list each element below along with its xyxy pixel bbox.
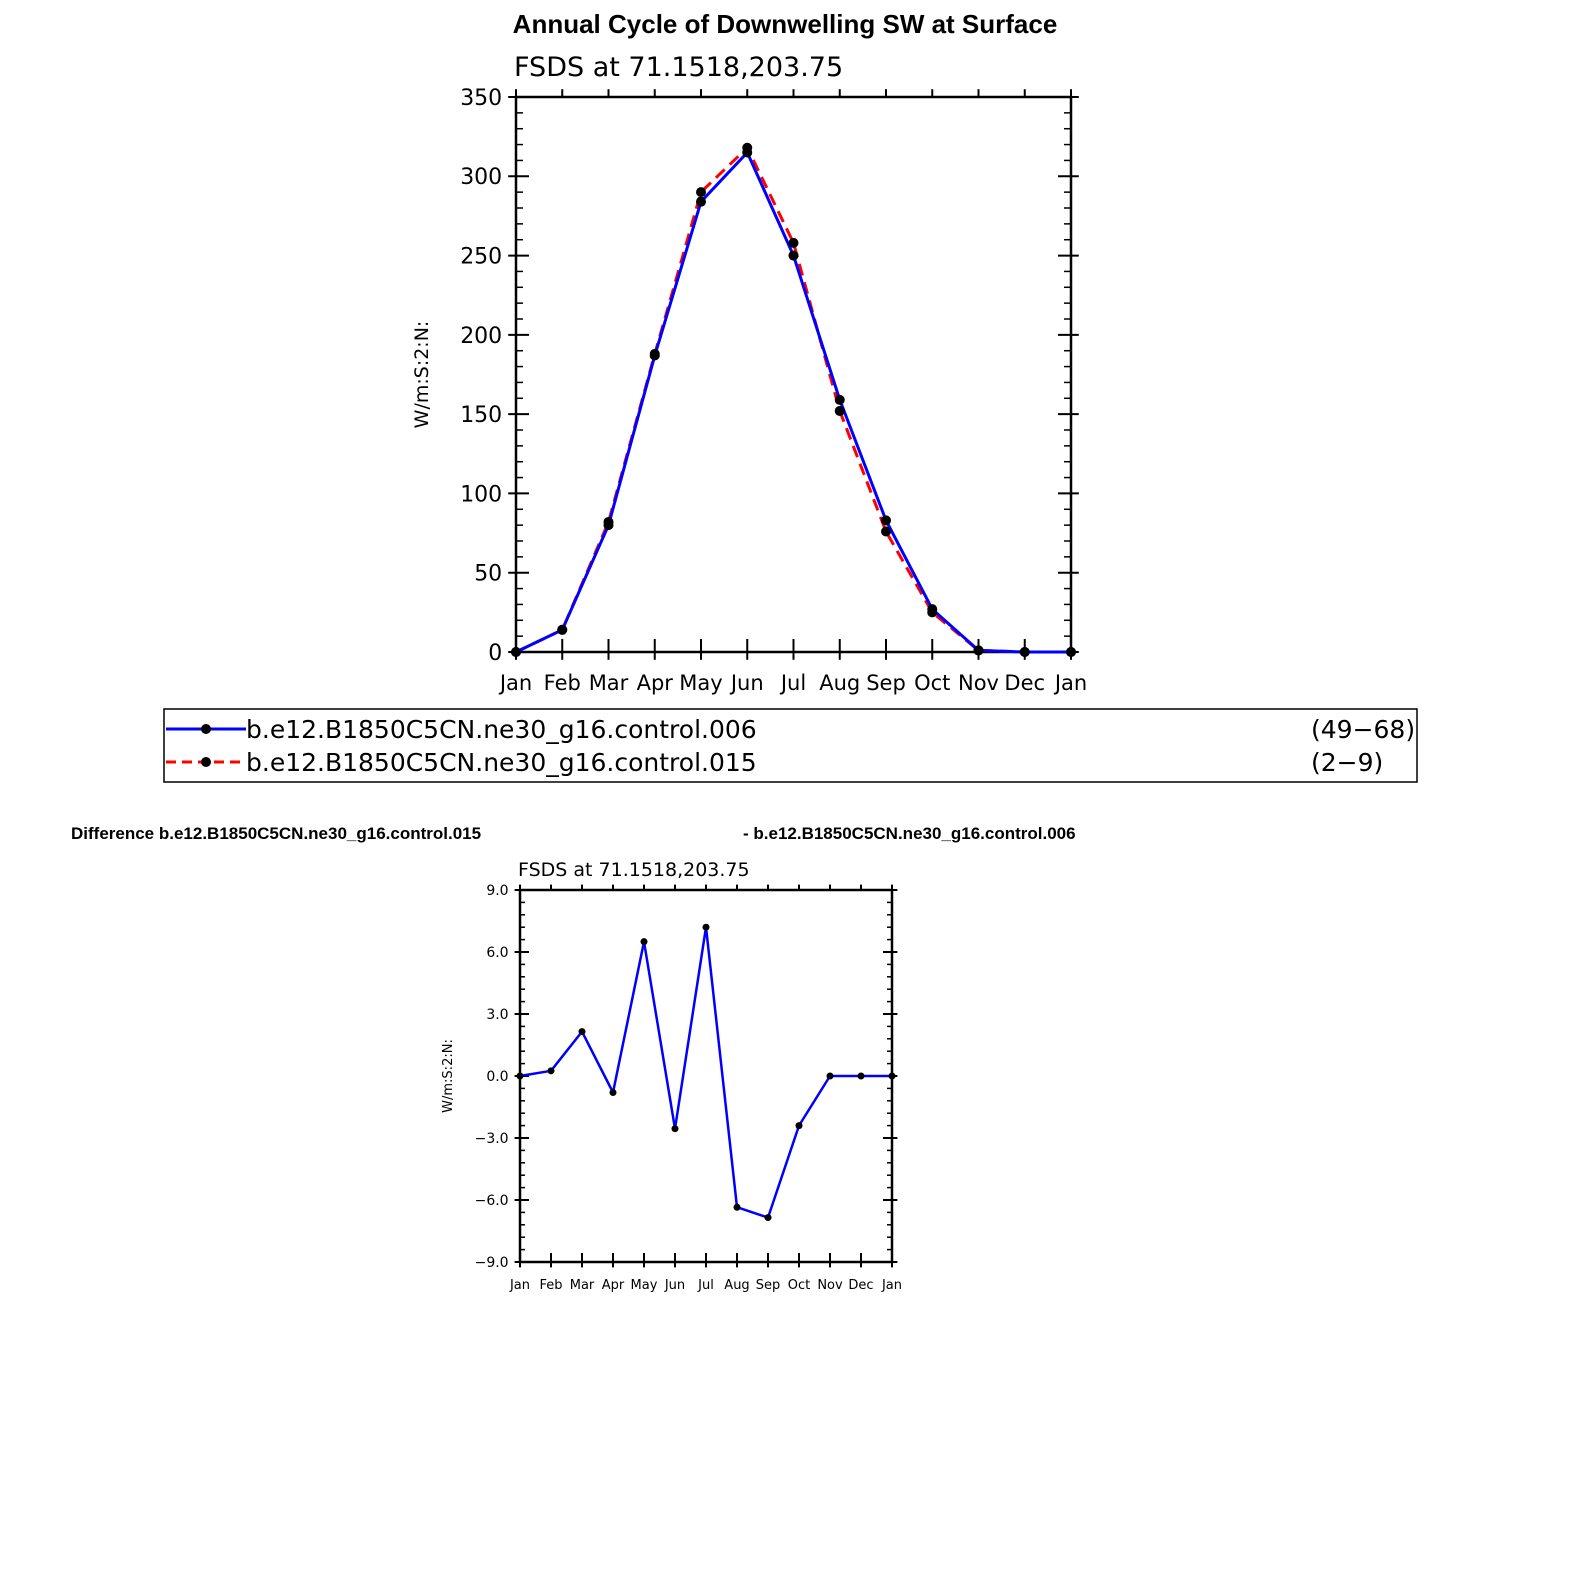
x-tick-label: Feb bbox=[543, 671, 581, 695]
y-tick-label: 150 bbox=[460, 403, 503, 429]
plot-frame bbox=[516, 97, 1071, 652]
y-tick-label: 250 bbox=[460, 244, 503, 270]
data-point bbox=[789, 238, 799, 248]
data-point bbox=[696, 197, 706, 207]
data-point bbox=[557, 625, 567, 635]
x-tick-label: Dec bbox=[1004, 671, 1046, 695]
data-point bbox=[696, 187, 706, 197]
y-tick-label: 6.0 bbox=[486, 945, 509, 962]
y-tick-label: 50 bbox=[474, 561, 503, 587]
x-tick-label: Apr bbox=[601, 1278, 625, 1293]
x-tick-label: Nov bbox=[958, 671, 999, 695]
x-tick-label: Jun bbox=[664, 1278, 686, 1293]
x-tick-label: May bbox=[679, 671, 723, 695]
data-point bbox=[881, 526, 891, 536]
x-tick-label: Sep bbox=[755, 1278, 781, 1293]
data-point bbox=[1066, 647, 1076, 657]
y-axis-label: W/m:S:2:N: bbox=[441, 1039, 456, 1113]
x-tick-label: Jan bbox=[509, 1278, 531, 1293]
diff-title-left: Difference b.e12.B1850C5CN.ne30_g16.control.015 bbox=[71, 824, 482, 843]
data-point bbox=[610, 1089, 617, 1096]
legend-range-015: (2−9) bbox=[1311, 748, 1384, 777]
data-point bbox=[1020, 647, 1030, 657]
x-tick-label: Jan bbox=[881, 1278, 903, 1293]
y-tick-label: 300 bbox=[460, 165, 503, 191]
x-tick-label: Dec bbox=[848, 1278, 874, 1293]
data-point bbox=[789, 251, 799, 261]
legend-label-015: b.e12.B1850C5CN.ne30_g16.control.015 bbox=[246, 748, 757, 777]
x-tick-label: Oct bbox=[914, 671, 951, 695]
data-point bbox=[703, 924, 710, 931]
data-point bbox=[835, 395, 845, 405]
y-tick-label: 9.0 bbox=[486, 883, 509, 900]
series-line bbox=[516, 148, 1071, 652]
legend-label-006: b.e12.B1850C5CN.ne30_g16.control.006 bbox=[246, 715, 757, 744]
data-point bbox=[650, 349, 660, 359]
data-point bbox=[734, 1204, 741, 1211]
data-point bbox=[974, 645, 984, 655]
y-tick-label: 200 bbox=[460, 323, 503, 349]
diff-title-right: - b.e12.B1850C5CN.ne30_g16.control.006 bbox=[743, 824, 1076, 843]
data-point bbox=[835, 406, 845, 416]
y-tick-label: 0.0 bbox=[486, 1069, 509, 1086]
x-tick-label: Jun bbox=[730, 671, 764, 695]
x-tick-label: Nov bbox=[817, 1278, 843, 1293]
x-tick-label: Feb bbox=[539, 1278, 563, 1293]
data-point bbox=[858, 1073, 865, 1080]
y-axis-label: W/m:S:2:N: bbox=[411, 320, 433, 429]
series-line bbox=[516, 153, 1071, 653]
data-point bbox=[517, 1073, 524, 1080]
data-point bbox=[641, 938, 648, 945]
data-point bbox=[827, 1073, 834, 1080]
x-tick-label: Oct bbox=[787, 1278, 811, 1293]
plot-subtitle: FSDS at 71.1518,203.75 bbox=[518, 859, 750, 881]
annual-cycle-plot bbox=[411, 52, 1087, 695]
x-tick-label: Aug bbox=[819, 671, 861, 695]
plot-subtitle: FSDS at 71.1518,203.75 bbox=[514, 52, 844, 83]
x-tick-label: Jul bbox=[780, 671, 807, 695]
x-tick-label: Aug bbox=[724, 1278, 750, 1293]
x-tick-label: Mar bbox=[588, 671, 629, 695]
y-tick-label: −3.0 bbox=[474, 1131, 509, 1148]
x-tick-label: Jan bbox=[499, 671, 533, 695]
x-tick-label: Apr bbox=[636, 671, 673, 695]
data-point bbox=[511, 647, 521, 657]
data-point bbox=[927, 607, 937, 617]
x-tick-label: Jul bbox=[698, 1278, 714, 1293]
data-point bbox=[548, 1067, 555, 1074]
legend-marker-015 bbox=[201, 757, 211, 767]
y-tick-label: −6.0 bbox=[474, 1193, 509, 1210]
main-title: Annual Cycle of Downwelling SW at Surface bbox=[512, 9, 1058, 39]
data-point bbox=[881, 515, 891, 525]
data-point bbox=[672, 1125, 679, 1132]
x-tick-label: May bbox=[630, 1278, 658, 1293]
data-point bbox=[742, 143, 752, 153]
y-tick-label: −9.0 bbox=[474, 1255, 509, 1272]
y-tick-label: 3.0 bbox=[486, 1007, 509, 1024]
x-tick-label: Sep bbox=[866, 671, 906, 695]
y-tick-label: 0 bbox=[488, 640, 503, 666]
x-tick-label: Jan bbox=[1054, 671, 1088, 695]
series-line bbox=[520, 927, 892, 1217]
legend-marker-006 bbox=[201, 724, 211, 734]
data-point bbox=[765, 1214, 772, 1221]
y-tick-label: 100 bbox=[460, 482, 503, 508]
x-tick-label: Mar bbox=[569, 1278, 595, 1293]
data-point bbox=[796, 1122, 803, 1129]
data-point bbox=[579, 1028, 586, 1035]
legend bbox=[164, 709, 1417, 782]
y-tick-label: 350 bbox=[460, 85, 503, 111]
data-point bbox=[889, 1073, 896, 1080]
legend-range-006: (49−68) bbox=[1311, 715, 1416, 744]
difference-plot bbox=[441, 859, 902, 1293]
data-point bbox=[604, 517, 614, 527]
